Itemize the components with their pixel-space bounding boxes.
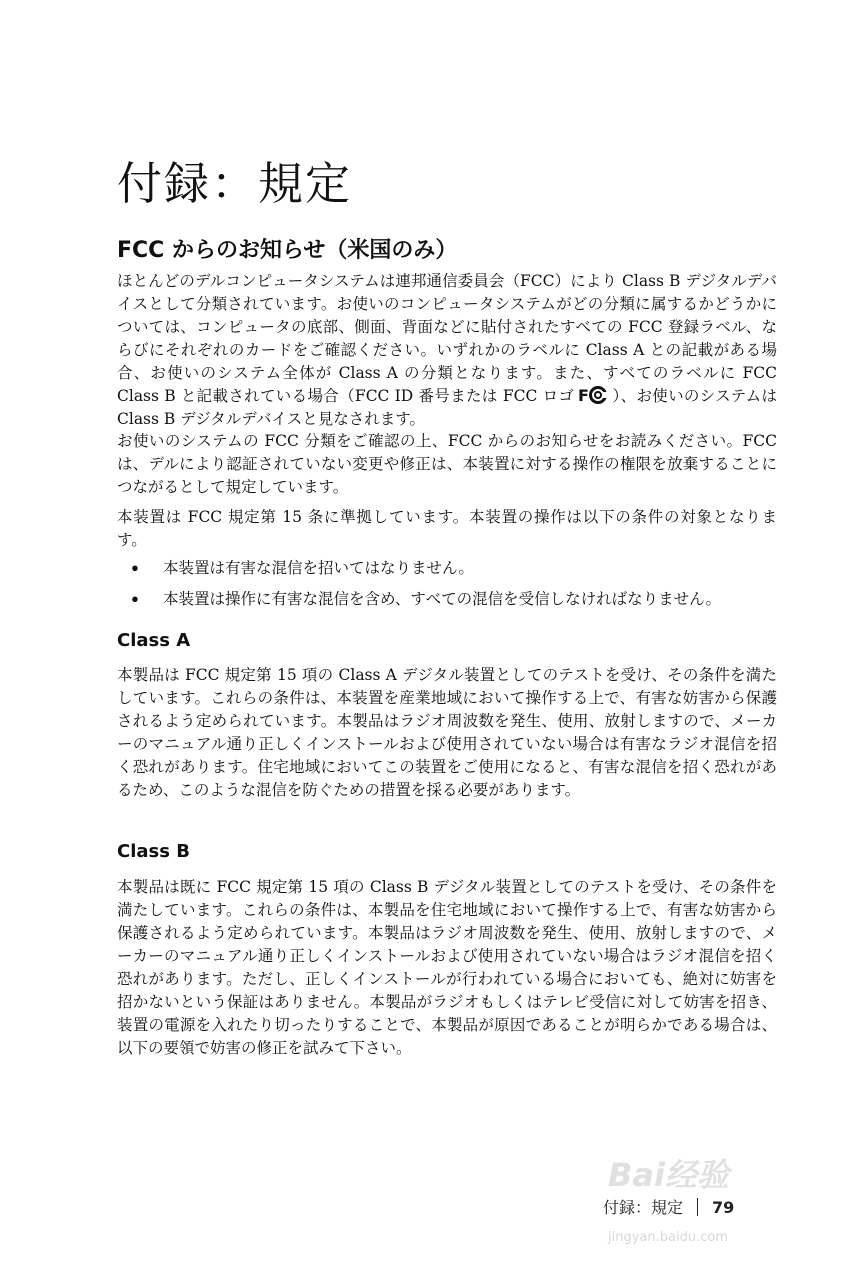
page-title: 付録：規定 [117, 157, 353, 210]
fcc-paragraph-1-tail: ）、お使いのシステムは Class B デジタルデバイスと見なされます。 [117, 387, 777, 428]
footer-divider [697, 1198, 698, 1216]
svg-text:F: F [578, 386, 590, 404]
bullet-icon: • [130, 590, 140, 609]
fcc-paragraph-2: お使いのシステムの FCC 分類をご確認の上、FCC からのお知らせをお読みください。FCC は、デルにより認証されていない変更や修正は、本装置に対する操作の権限を放棄することにつながるとして規定しています。 [117, 432, 777, 496]
bullet-icon: • [130, 559, 140, 578]
fcc-notice-heading: FCC からのお知らせ（米国のみ） [117, 238, 458, 263]
fcc-paragraph-1 [117, 270, 777, 431]
list-item [117, 588, 777, 611]
fcc-paragraph-1-text: ほとんどのデルコンピュータシステムは連邦通信委員会（FCC）により Class B デジタルデバイスとして分類されています。お使いのコンピュータシステムがどの分類に属するかどうかについては、コンピュータの底部、側面、背面などに貼付されたすべての FCC 登録ラベル、ならびにそれぞれのカードをご確認ください。いずれかのラベルに Class A との記載がある場合、お使いのシステム全体が Class A の分類となります。また、すべてのラベルに FCC Class B と記載されている場合（FCC ID 番号または FCC ロゴ [117, 272, 777, 405]
class-a-heading: Class A [117, 630, 191, 651]
footer-label: 付録：規定 [603, 1198, 684, 1217]
watermark-brand: Bai经验 [608, 1156, 729, 1194]
page-footer [603, 1195, 734, 1218]
class-b-heading: Class B [117, 841, 190, 862]
class-a-paragraph: 本製品は FCC 規定第 15 項の Class A デジタル装置としてのテストを受け、その条件を満たしています。これらの条件は、本装置を産業地域において操作する上で、有害な妨害から保護されるよう定められています。本製品はラジオ周波数を発生、使用、放射しますので、メーカーのマニュアル通り正しくインストールおよび使用されていない場合は有害なラジオ混信を招く恐れがあります。住宅地域においてこの装置をご使用になると、有害な混信を招く恐れがあるため、このような混信を防ぐための措置を採る必要があります。 [117, 666, 778, 799]
fcc-conditions-list [117, 557, 777, 611]
watermark-url: jingyan.baidu.com [608, 1230, 728, 1245]
fcc-paragraph-3: 本装置は FCC 規定第 15 条に準拠しています。本装置の操作は以下の条件の対象となります。 [117, 508, 777, 549]
list-item-text: 本装置は操作に有害な混信を含め、すべての混信を受信しなければなりません。 [163, 590, 722, 608]
page-number: 79 [712, 1198, 735, 1217]
list-item-text: 本装置は有害な混信を招いてはなりません。 [163, 559, 474, 577]
class-b-paragraph: 本製品は既に FCC 規定第 15 項の Class B デジタル装置としてのテストを受け、その条件を満たしています。これらの条件は、本製品を住宅地域において操作する上で、有害な妨害から保護されるよう定められています。本製品はラジオ周波数を発生、使用、放射しますので、メーカーのマニュアル通り正しくインストールおよび使用されていない場合はラジオ混信を招く恐れがあります。ただし、正しくインストールが行われている場合においても、絶対に妨害を招かないという保証はありません。本製品がラジオもしくはテレビ受信に対して妨害を招き、装置の電源を入れたり切ったりすることで、本製品が原因であることが明らかである場合は、以下の要領で妨害の修正を試みて下さい。 [117, 878, 778, 1057]
fcc-logo-icon [578, 386, 608, 404]
list-item [117, 557, 777, 580]
